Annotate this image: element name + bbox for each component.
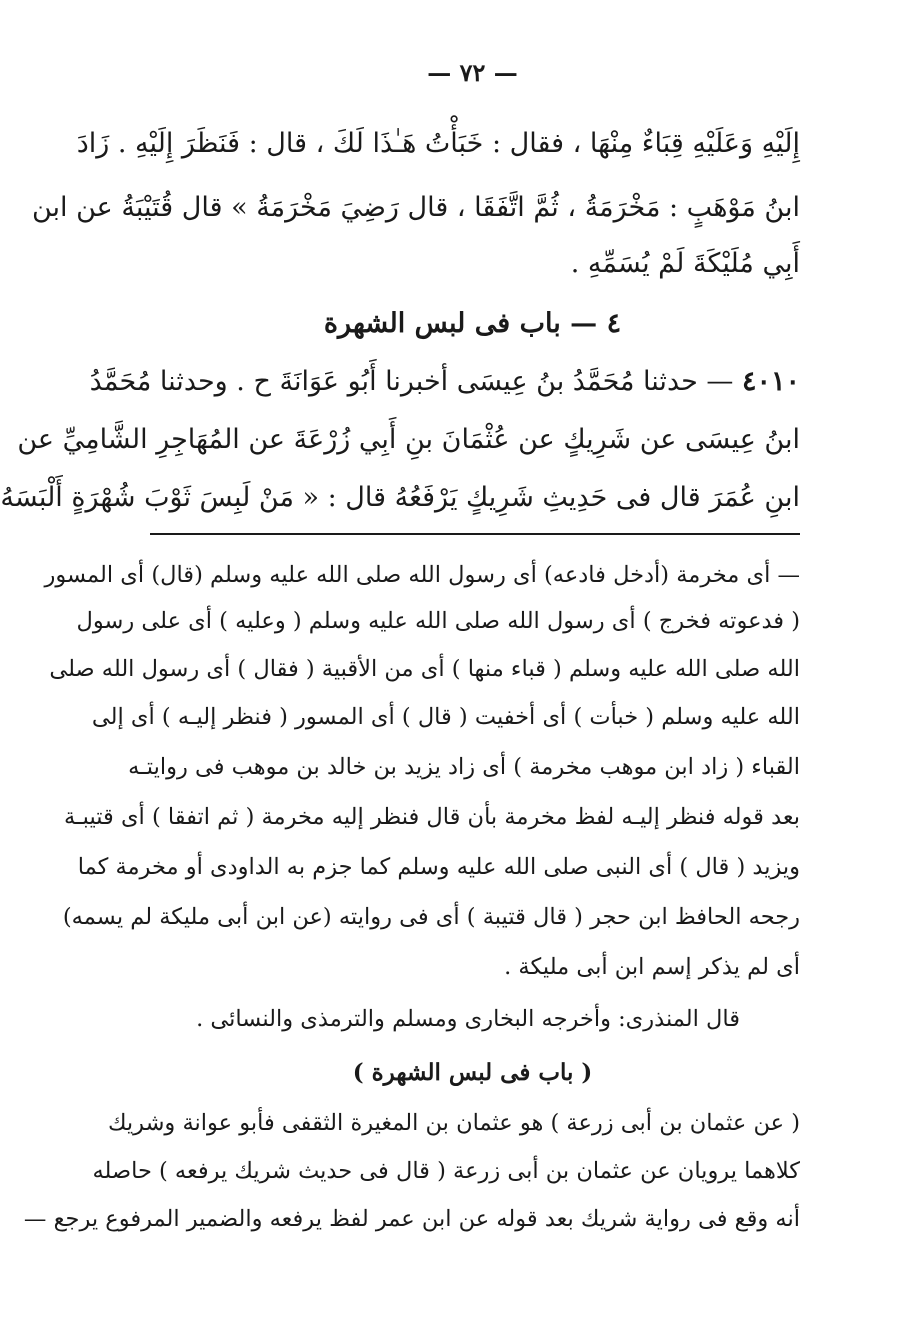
- mundhiri-note: قال المنذرى: وأخرجه البخارى ومسلم والترمذى والنسائى .: [196, 1006, 740, 1032]
- commentary-chapter-heading: ( باب فى لبس الشهرة ): [352, 1059, 593, 1086]
- commentary-line: كلاهما يرويان عن عثمان بن أبى زرعة ( قال فى حديث شريك يرفعه ) حاصله: [92, 1158, 800, 1184]
- hadith-line-text: — حدثنا مُحَمَّدُ بنُ عِيسَى أخبرنا أَبُو عَوَانَةَ ح . وحدثنا مُحَمَّدُ: [89, 366, 734, 397]
- commentary-line: الله عليه وسلم ( خبأت ) أى أخفيت ( قال ) أى المسور ( فنظر إليـه ) أى إلى: [91, 704, 800, 730]
- commentary-line: — أى مخرمة (أدخل فادعه) أى رسول الله صلى الله عليه وسلم (قال) أى المسور: [44, 562, 800, 588]
- commentary-line: رجحه الحافظ ابن حجر ( قال قتيبة ) أى فى روايته (عن ابن أبى مليكة لم يسمه): [62, 904, 800, 930]
- hadith-line: ابنُ عِيسَى عن شَرِيكٍ عن عُثْمَانَ بنِ أَبِي زُرْعَةَ عن المُهَاجِرِ الشَّامِيِّ عن: [17, 424, 800, 455]
- commentary-line: ( عن عثمان بن أبى زرعة ) هو عثمان بن المغيرة الثقفى فأبو عوانة وشريك: [107, 1110, 800, 1136]
- hadith-first-line: [89, 356, 800, 408]
- page-number: — ٧٢ —: [427, 58, 518, 87]
- commentary-line: بعد قوله فنظر إليـه لفظ مخرمة بأن قال فنظر إليه مخرمة ( ثم اتفقا ) أى قتيبـة: [64, 804, 800, 830]
- main-text-line: أَبِي مُلَيْكَةَ لَمْ يُسَمِّهِ .: [570, 248, 800, 279]
- commentary-line: ( فدعوته فخرج ) أى رسول الله صلى الله عليه وسلم ( وعليه ) أى على رسول: [76, 608, 800, 634]
- commentary-line: أى لم يذكر إسم ابن أبى مليكة .: [504, 954, 800, 980]
- commentary-line: الله صلى الله عليه وسلم ( قباء منها ) أى من الأقبية ( فقال ) أى رسول الله صلى: [49, 656, 800, 682]
- main-text-line: ابنُ مَوْهَبٍ : مَخْرَمَةُ ، ثُمَّ اتَّفَقَا ، قال رَضِيَ مَخْرَمَةُ » قال قُتَيْبَةُ عن ابن: [31, 192, 800, 223]
- commentary-line: القباء ( زاد ابن موهب مخرمة ) أى زاد يزيد بن خالد بن موهب فى روايتـه: [128, 754, 800, 780]
- footnote-divider: [150, 533, 800, 535]
- commentary-line: أنه وقع فى رواية شريك بعد قوله عن ابن عمر لفظ يرفعه والضمير المرفوع يرجع —: [23, 1206, 800, 1232]
- hadith-number: ٤٠١٠: [741, 366, 800, 397]
- chapter-heading: ٤ — باب فى لبس الشهرة: [323, 308, 622, 339]
- hadith-line: ابنِ عُمَرَ قال فى حَدِيثِ شَرِيكٍ يَرْفَعُهُ قال : « مَنْ لَبِسَ ثَوْبَ شُهْرَةٍ أَلْبَسَهُ: [0, 482, 800, 513]
- commentary-line: ويزيد ( قال ) أى النبى صلى الله عليه وسلم كما جزم به الداودى أو مخرمة كما: [77, 854, 800, 880]
- main-text-line: إِلَيْهِ وَعَلَيْهِ قِبَاءٌ مِنْهَا ، فقال : خَبَأْتُ هَـٰذَا لَكَ ، قال : فَنَظَرَ إِلَيْهِ . زَادَ: [76, 128, 800, 159]
